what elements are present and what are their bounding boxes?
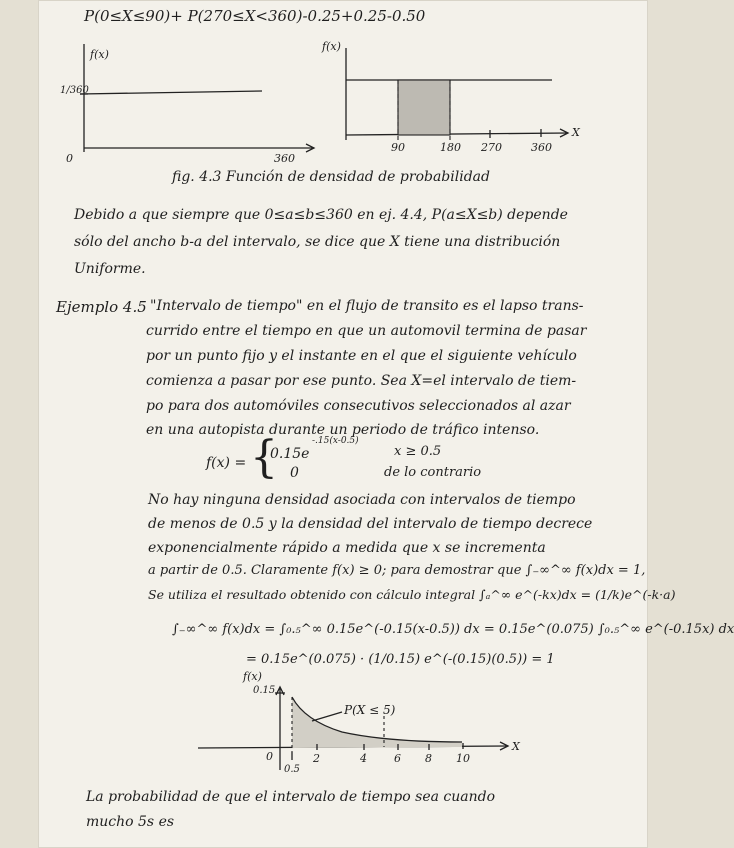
para1-line2: sólo del ancho b-a del intervalo, se dice que X tiene una distribución xyxy=(74,234,561,250)
graph2-ytick: 0.15 xyxy=(253,685,276,696)
example-line4: comienza a pasar por ese punto. Sea X=el intervalo de tiem- xyxy=(146,373,577,389)
graph2-xlabel: X xyxy=(512,740,520,753)
right-plot-ylabel: f(x) xyxy=(322,40,341,53)
right-plot-x-axis xyxy=(346,133,568,135)
para1-line1: Debido a que siempre que 0≤a≤b≤360 en ej. 4.4, P(a≤X≤b) depende xyxy=(74,207,568,223)
graph2-origin: 0 xyxy=(266,750,273,763)
para2-line1: No hay ninguna densidad asociada con intervalos de tiempo xyxy=(148,492,576,508)
right-plot-ticklabel-90: 90 xyxy=(391,141,405,154)
right-plot-ticklabel-180: 180 xyxy=(440,141,461,154)
graph2-xtick-10: 10 xyxy=(456,752,470,765)
graph2-xtick-4: 4 xyxy=(360,752,367,765)
right-plot-ticklabel-360: 360 xyxy=(531,141,552,154)
graph2-xtick-6: 6 xyxy=(394,752,401,765)
para2-line3: exponencialmente rápido a medida que x se incrementa xyxy=(148,540,546,556)
piecewise-case1-exp: -.15(x-0.5) xyxy=(312,436,359,446)
example-line1: "Intervalo de tiempo" en el flujo de transito es el lapso trans- xyxy=(150,298,584,314)
integral-line2: = 0.15e^(0.075) · (1/0.15) e^(-(0.15)(0.5)) = 1 xyxy=(246,652,555,667)
piecewise-lhs: f(x) = xyxy=(206,455,247,471)
piecewise-brace: { xyxy=(250,432,278,483)
graph2-half-label: 0.5 xyxy=(284,764,300,775)
graph2-xtick-8: 8 xyxy=(425,752,432,765)
left-plot-origin: 0 xyxy=(66,152,73,165)
para2-line2: de menos de 0.5 y la densidad del intervalo de tiempo decrece xyxy=(148,516,593,532)
figure-caption: fig. 4.3 Función de densidad de probabilidad xyxy=(172,169,490,185)
left-plot-density-line xyxy=(80,91,262,94)
graph2-annotation-arrow xyxy=(312,712,342,721)
right-plot-shaded-region xyxy=(398,80,450,135)
integral-line1: ∫₋∞^∞ f(x)dx = ∫₀.₅^∞ 0.15e^(-0.15(x-0.5)) dx = 0.15e^(0.075) ∫₀.₅^∞ e^(-0.15x) dx xyxy=(172,622,734,637)
example-line2: currido entre el tiempo en que un automovil termina de pasar xyxy=(146,323,587,339)
piecewise-case2-cond: de lo contrario xyxy=(384,465,482,480)
example-label: Ejemplo 4.5 xyxy=(56,298,147,316)
header-formula: P(0≤X≤90)+ P(270≤X<360)-0.25+0.25-0.50 xyxy=(84,7,426,25)
left-plot-tick-label: 1/360 xyxy=(60,85,89,96)
right-plot-xlabel: X xyxy=(572,126,580,139)
graph2-ylabel: f(x) xyxy=(243,670,262,683)
example-line5: po para dos automóviles consecutivos seleccionados al azar xyxy=(146,398,571,414)
para2-line4: a partir de 0.5. Claramente f(x) ≥ 0; para demostrar que ∫₋∞^∞ f(x)dx = 1, xyxy=(148,563,646,578)
closing-line1: La probabilidad de que el intervalo de tiempo sea cuando xyxy=(86,789,496,805)
piecewise-case1-expr: 0.15e xyxy=(270,446,310,462)
piecewise-case2-expr: 0 xyxy=(290,465,299,481)
graph2-xtick-2: 2 xyxy=(313,752,320,765)
graph2-annotation: P(X ≤ 5) xyxy=(344,703,396,717)
right-plot-ticklabel-270: 270 xyxy=(481,141,502,154)
para2-line5: Se utiliza el resultado obtenido con cálculo integral ∫ₐ^∞ e^(-kx)dx = (1/k)e^(-k·a) xyxy=(148,587,676,602)
para1-line3: Uniforme. xyxy=(74,261,146,277)
example-line3: por un punto fijo y el instante en el que el siguiente vehículo xyxy=(146,348,577,364)
left-plot-ylabel: f(x) xyxy=(90,48,109,61)
left-plot-x360: 360 xyxy=(274,152,295,165)
piecewise-case1-cond: x ≥ 0.5 xyxy=(394,444,442,459)
example-line6: en una autopista durante un periodo de tráfico intenso. xyxy=(146,422,540,438)
closing-line2: mucho 5s es xyxy=(86,814,175,830)
